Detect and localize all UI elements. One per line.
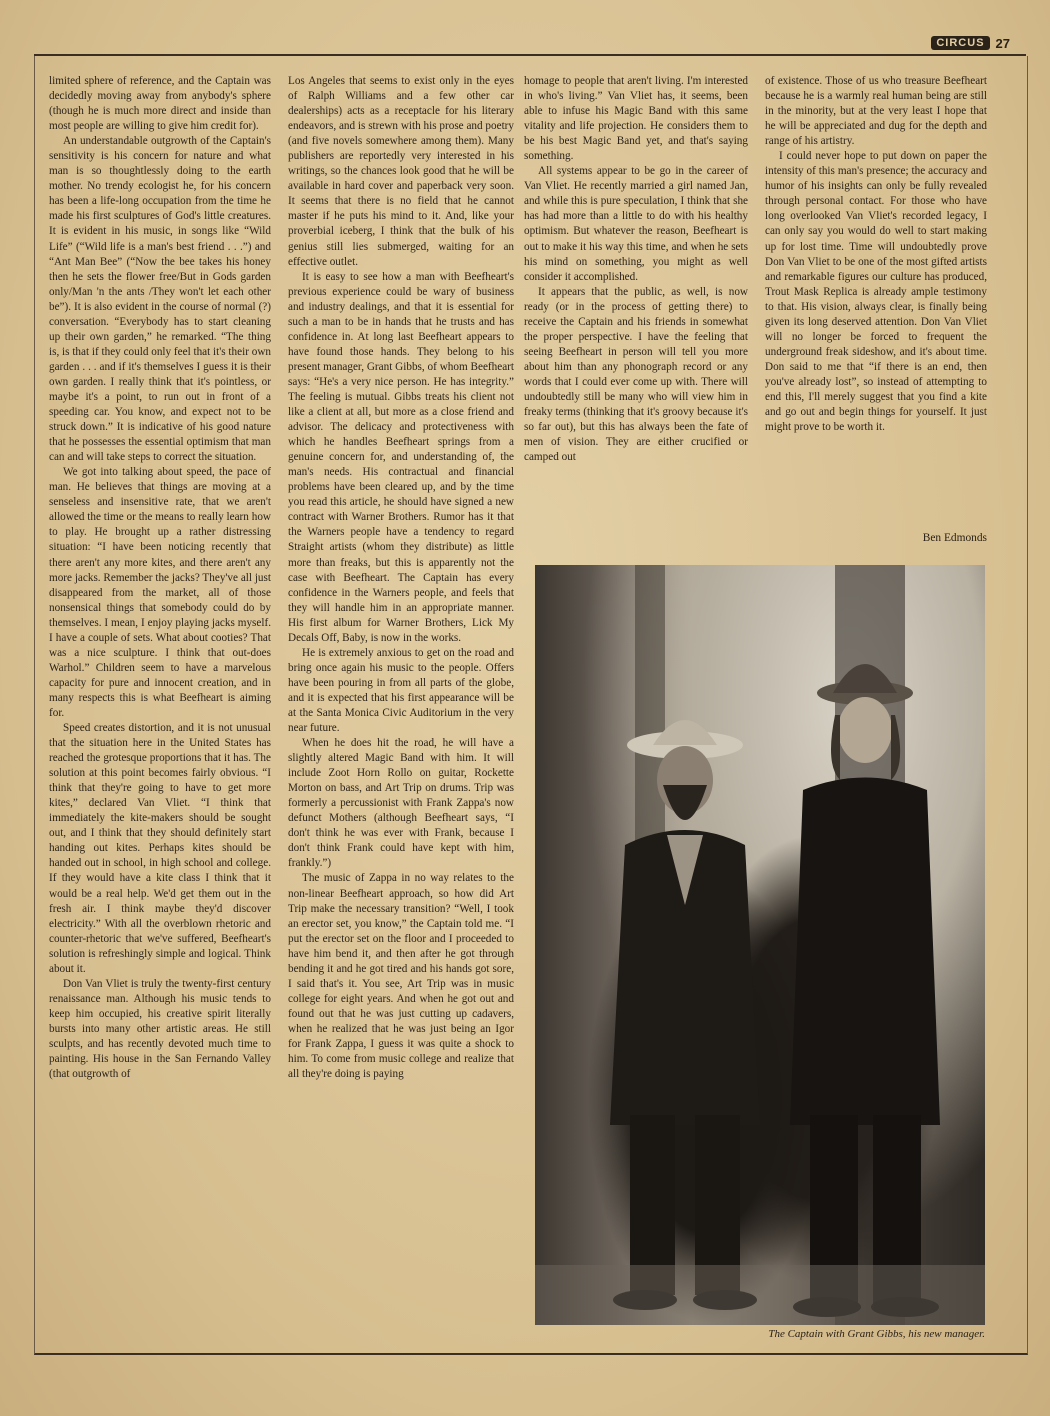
magazine-logo: CIRCUS (931, 36, 989, 50)
article-column-2 (288, 74, 514, 1344)
paragraph: limited sphere of reference, and the Captain was decidedly moving away from anybody's sphere (though he is much more direct and inside than most people are willing to give him credit for). (49, 75, 271, 133)
author-byline: Ben Edmonds (922, 532, 987, 544)
paragraph: I could never hope to put down on paper the intensity of this man's presence; the accuracy and humor of his insights can only be fully revealed through personal contact. For those who have long overlooked Van Vliet's recorded legacy, I can only say you would do well to start making up for lost time. Time will undoubtedly prove Don Van Vliet to be one of the most gifted artists and remarkable figures our culture has produced, Trout Mask Replica is already ample testimony to that. His vision, always clear, is finally being given its long deserved attention. Don Van Vliet will no longer be forced to frequent the underground freak sideshow, and it's about time. Don said to me that “if there is an end, then you've already lost”, so instead of attempting to end this, I'll merely suggest that you find a kite and go out and begin things for yourself. It just might prove to be worth it. (765, 150, 987, 434)
photo-two-men (535, 565, 985, 1325)
paragraph: of existence. Those of us who treasure Beefheart because he is a warmly real human being are still in the minority, but at the very least I hope that he will be appreciated and dug for the depth and range of his artistry. (765, 75, 987, 148)
page-folio (931, 34, 1010, 52)
article-column-4 (765, 74, 987, 549)
page-number: 27 (995, 35, 1010, 51)
paragraph: He is extremely anxious to get on the road and bring once again his music to the people. Offers have been pouring in from all parts of the globe, and it is expected that his first appearance will be at the Santa Monica Civic Auditorium in the very near future. (288, 646, 514, 735)
photo-caption: The Captain with Grant Gibbs, his new manager. (768, 1328, 985, 1340)
paragraph: It appears that the public, as well, is now ready (or in the process of getting there) to receive the Captain and his friends in somewhat the proper perspective. I have the feeling that seeing Beefheart in person will tell you more about him than any phonograph record or any words that I could ever come up with. There will undoubtedly still be many who will view him in freaky terms (thinking that it's groovy because it's so far out), but this has always been the fate of men of vision. They are either crucified or camped out (524, 285, 748, 464)
article-column-1 (49, 74, 271, 1344)
paragraph: The music of Zappa in no way relates to the non-linear Beefheart approach, so how did Art Trip make the necessary transition? “Well, I took an erector set, you know,” the Captain told me. “I put the erector set on the floor and I proceeded to have him bend it, and then after he got through bending it and he got tired and his hands got sore, I said that's it. You see, Art Trip was in music college for eight years. And when he got out and found out that he was just cutting up cadavers, when he realized that he was just being an Igor for Frank Zappa, I guess it was quite a shock to him. To come from music college and realize that all they're doing is paying (288, 872, 514, 1081)
paragraph: An understandable outgrowth of the Captain's sensitivity is his concern for nature and what man is so thoughtlessly doing to the earth mother. No trendy ecologist he, for his concern has been a life-long occupation from the time he made his first sculptures of God's little creatures. It is evident in his music, in songs like “Wild Life” (“Wild life is a man's best friend . . .”) and “Ant Man Bee” (“Now the bee takes his honey then he sets the flower free/But in Gods garden only/Man 'n the ants /They won't let each other be”). It is also evident in the course of normal (?) conversation. “Everybody has to start cleaning up their own garden,” he remarked. “The thing is, is that if they could only feel that it's their own garden . . . and if it's themselves I guess it is their own garden. I really think that it's pointless, or maybe it's a point, to run out in front of a speeding car. You know, and expect not to be struck down.” It is indicative of his good nature that he possesses the essential optimism that man can and will take steps to correct the situation. (49, 135, 271, 464)
article-column-3 (524, 74, 748, 549)
paragraph: homage to people that aren't living. I'm interested in who's living.” Van Vliet has, it seems, been able to infuse his Magic Band with this same vitality and life projection. He considers them to be his best Magic Band yet, and that's saying something. (524, 75, 748, 163)
paragraph: It is easy to see how a man with Beefheart's previous experience could be wary of business and industry dealings, and that it is essential for such a man to be in hands that he trusts and has confidence in. At long last Beefheart appears to have found those hands. They belong to his present manager, Grant Gibbs, of whom Beefheart says: “He's a very nice person. He has integrity.” The feeling is mutual. Gibbs treats his client not like a client at all, but more as a close friend and advisor. The delicacy and protectiveness with which he handles Beefheart springs from a genuine concern for, and understanding of, the man's needs. His contractual and financial problems have been cleared up, and by the time you read this article, he should have signed a new contract with Warner Brothers. Rumor has it that the Warners people have a tendency to regard Straight artists (whom they distribute) as little more than freaks, but this is apparently not the case with Beefheart. The Captain has every confidence in the Warners people, and feels that they will handle him in an appropriate manner. His first album for Warner Brothers, Lick My Decals Off, Baby, is now in the works. (288, 270, 514, 644)
paragraph: We got into talking about speed, the pace of man. He believes that things are moving at a senseless and insensitive rate, that we aren't allowed the time or the means to really learn how to play. He brought up a rather distressing situation: “I have been noticing recently that there aren't any more kites, and there aren't any more jacks. Remember the jacks? They've all just disappeared from the market, all of those nonsensical things that somebody could do by themselves. I mean, I enjoy playing jacks myself. I have a couple of sets. What about cooties? That was a nice sculpture. I think that out-does Warhol.” Children seem to have a marvelous capacity for pure and innocent creation, and in many respects this is what Beefheart is aiming for. (49, 466, 271, 719)
paragraph: When he does hit the road, he will have a slightly altered Magic Band with him. It will include Zoot Horn Rollo on guitar, Rockette Morton on bass, and Art Trip on drums. Trip was formerly a percussionist with Frank Zappa's now defunct Mothers (although Beefheart says, “I don't think he was ever with Frank, because I don't think Frank could have kept with him, frankly.”) (288, 737, 514, 870)
paragraph: Don Van Vliet is truly the twenty-first century renaissance man. Although his music tends to keep him occupied, his creative spirit literally bursts into many other artistic areas. He still sculpts, and has recently devoted much time to painting. His house in the San Fernando Valley (that outgrowth of (49, 977, 271, 1081)
photo-illustration (535, 565, 985, 1325)
paragraph: Speed creates distortion, and it is not unusual that the situation here in the United States has reached the grotesque proportions that it has. The solution at this point becomes fairly obvious. “I think that they're going to have to get more kites,” declared Van Vliet. “I think that immediately the kite-makers should be sought out, and I think that they should definitely start handing out kites. Perhaps kites should be handed out in school, in high school and college. If they would have a kite class I think that it would be a real help. We'd get them out in the fresh air. I think maybe they'd discover electricity.” With all the overblown rhetoric and counter-rhetoric that we've suffered, Beefheart's solution is refreshingly simple and logical. Think about it. (49, 722, 271, 975)
paragraph: Los Angeles that seems to exist only in the eyes of Ralph Williams and a few other car dealerships) acts as a receptacle for his literary endeavors, and is strewn with his prose and poetry (and five novels somewhere among them). Many publishers are reportedly very interested in his writings, so the chances look good that he will be available in hard cover and paperback very soon. It seems that there is no field that he cannot master if he puts his mind to it. And, like your proverbial iceberg, I think that the bulk of his genius still lies submerged, waiting for an effective outlet. (288, 75, 514, 268)
paragraph: All systems appear to be go in the career of Van Vliet. He recently married a girl named Jan, and while this is pure speculation, I think that she has had more than a little to do with his healthy optimism. But whatever the reason, Beefheart is out to make it his way this time, and when he sets his mind on something, you might as well consider it accomplished. (524, 165, 748, 283)
